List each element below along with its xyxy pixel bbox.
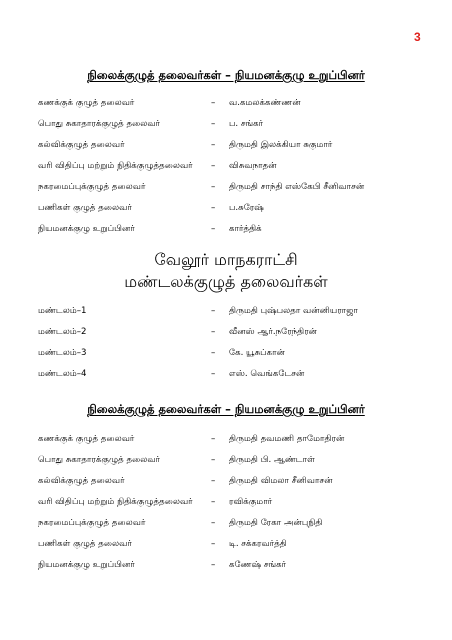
role-label: வரி விதிப்பு மற்றும் நிதிக்குழுத்தலைவர் — [38, 161, 193, 171]
separator-dash: – — [211, 369, 216, 379]
separator-dash: – — [211, 224, 216, 234]
list-item — [38, 306, 438, 327]
role-label: வரி விதிப்பு மற்றும் நிதிக்குழுத்தலைவர் — [38, 497, 193, 507]
member-name: விசுவநாதன் — [229, 161, 277, 171]
list-item — [38, 161, 438, 182]
list-item — [38, 434, 438, 455]
role-label: கல்விக்குழுத் தலைவர் — [38, 476, 125, 486]
member-name: திருமதி இலக்கியா சுகுமார் — [229, 140, 333, 150]
member-name: வீனஸ் ஆர்.நரேந்திரன் — [229, 327, 317, 337]
separator-dash: – — [211, 560, 216, 570]
separator-dash: – — [211, 348, 216, 358]
section2-list — [38, 306, 438, 390]
section1-heading-text: நிலைக்குழுத் தலைவர்கள் – நியமனக்குழு உறுப்பினர் — [87, 68, 365, 82]
list-item — [38, 369, 438, 390]
role-label: நகரமைப்புக்குழுத் தலைவர் — [38, 518, 146, 528]
separator-dash: – — [211, 161, 216, 171]
list-item — [38, 327, 438, 348]
member-name: கார்த்திக் — [229, 224, 262, 234]
role-label: பொது சுகாதாரக்குழுத் தலைவர் — [38, 455, 161, 465]
list-item — [38, 539, 438, 560]
zone-label: மண்டலம்–2 — [38, 327, 87, 337]
member-name: ப.சுரேஷ் — [229, 203, 264, 213]
list-item — [38, 203, 438, 224]
list-item — [38, 476, 438, 497]
member-name: எஸ். வெங்கடேசன் — [229, 369, 305, 379]
separator-dash: – — [211, 476, 216, 486]
zone-label: மண்டலம்–1 — [38, 306, 87, 316]
zone-label: மண்டலம்–3 — [38, 348, 87, 358]
list-item — [38, 560, 438, 581]
role-label: கல்விக்குழுத் தலைவர் — [38, 140, 125, 150]
list-item — [38, 119, 438, 140]
section1-list — [38, 98, 438, 245]
separator-dash: – — [211, 539, 216, 549]
member-name: திருமதி தவமணி தாமோதிரன் — [229, 434, 345, 444]
member-name: திருமதி பி. ஆண்டாள் — [229, 455, 315, 465]
list-item — [38, 497, 438, 518]
role-label: கணக்குக் குழுத் தலைவர் — [38, 98, 135, 108]
member-name: வ.கமலக்கண்ணன் — [229, 98, 301, 108]
separator-dash: – — [211, 182, 216, 192]
member-name: திருமதி விமலா சீனிவாசன் — [229, 476, 333, 486]
member-name: கே. யூசுப்கான் — [229, 348, 285, 358]
separator-dash: – — [211, 497, 216, 507]
separator-dash: – — [211, 98, 216, 108]
list-item — [38, 140, 438, 161]
list-item — [38, 518, 438, 539]
member-name: கணேஷ் சங்கர் — [229, 560, 287, 570]
separator-dash: – — [211, 203, 216, 213]
list-item — [38, 182, 438, 203]
section2-heading-line2: மண்டலக்குழுத் தலைவர்கள் — [124, 272, 328, 291]
member-name: திருமதி புஷ்பலதா வன்னியராஜா — [229, 306, 358, 316]
role-label: பணிகள் குழுத் தலைவர் — [38, 539, 132, 549]
member-name: ப. சங்கர் — [229, 119, 264, 129]
separator-dash: – — [211, 455, 216, 465]
zone-label: மண்டலம்–4 — [38, 369, 87, 379]
section3-heading-text: நிலைக்குழுத் தலைவர்கள் – நியமனக்குழு உறுப்பினர் — [87, 402, 365, 416]
role-label: கணக்குக் குழுத் தலைவர் — [38, 434, 135, 444]
section1-heading — [0, 68, 452, 84]
member-name: திருமதி ரேகா அன்புநிதி — [229, 518, 323, 528]
member-name: டி. சக்கரவர்த்தி — [229, 539, 287, 549]
section2-heading — [0, 249, 452, 293]
separator-dash: – — [211, 140, 216, 150]
role-label: நியமனக்குழு உறுப்பினர் — [38, 224, 135, 234]
section2-heading-line1: வேலூர் மாநகராட்சி — [154, 250, 298, 269]
section3-heading — [0, 402, 452, 418]
separator-dash: – — [211, 327, 216, 337]
section3-list — [38, 434, 438, 581]
list-item — [38, 98, 438, 119]
separator-dash: – — [211, 434, 216, 444]
list-item — [38, 224, 438, 245]
member-name: ரவிக்குமார் — [229, 497, 273, 507]
separator-dash: – — [211, 119, 216, 129]
role-label: நகரமைப்புக்குழுத் தலைவர் — [38, 182, 146, 192]
separator-dash: – — [211, 518, 216, 528]
role-label: பணிகள் குழுத் தலைவர் — [38, 203, 132, 213]
list-item — [38, 348, 438, 369]
role-label: பொது சுகாதாரக்குழுத் தலைவர் — [38, 119, 161, 129]
role-label: நியமனக்குழு உறுப்பினர் — [38, 560, 135, 570]
page-number: 3 — [414, 30, 421, 44]
list-item — [38, 455, 438, 476]
member-name: திருமதி சாந்தி எஸ்கேபி சீனிவாசன் — [229, 182, 365, 192]
separator-dash: – — [211, 306, 216, 316]
